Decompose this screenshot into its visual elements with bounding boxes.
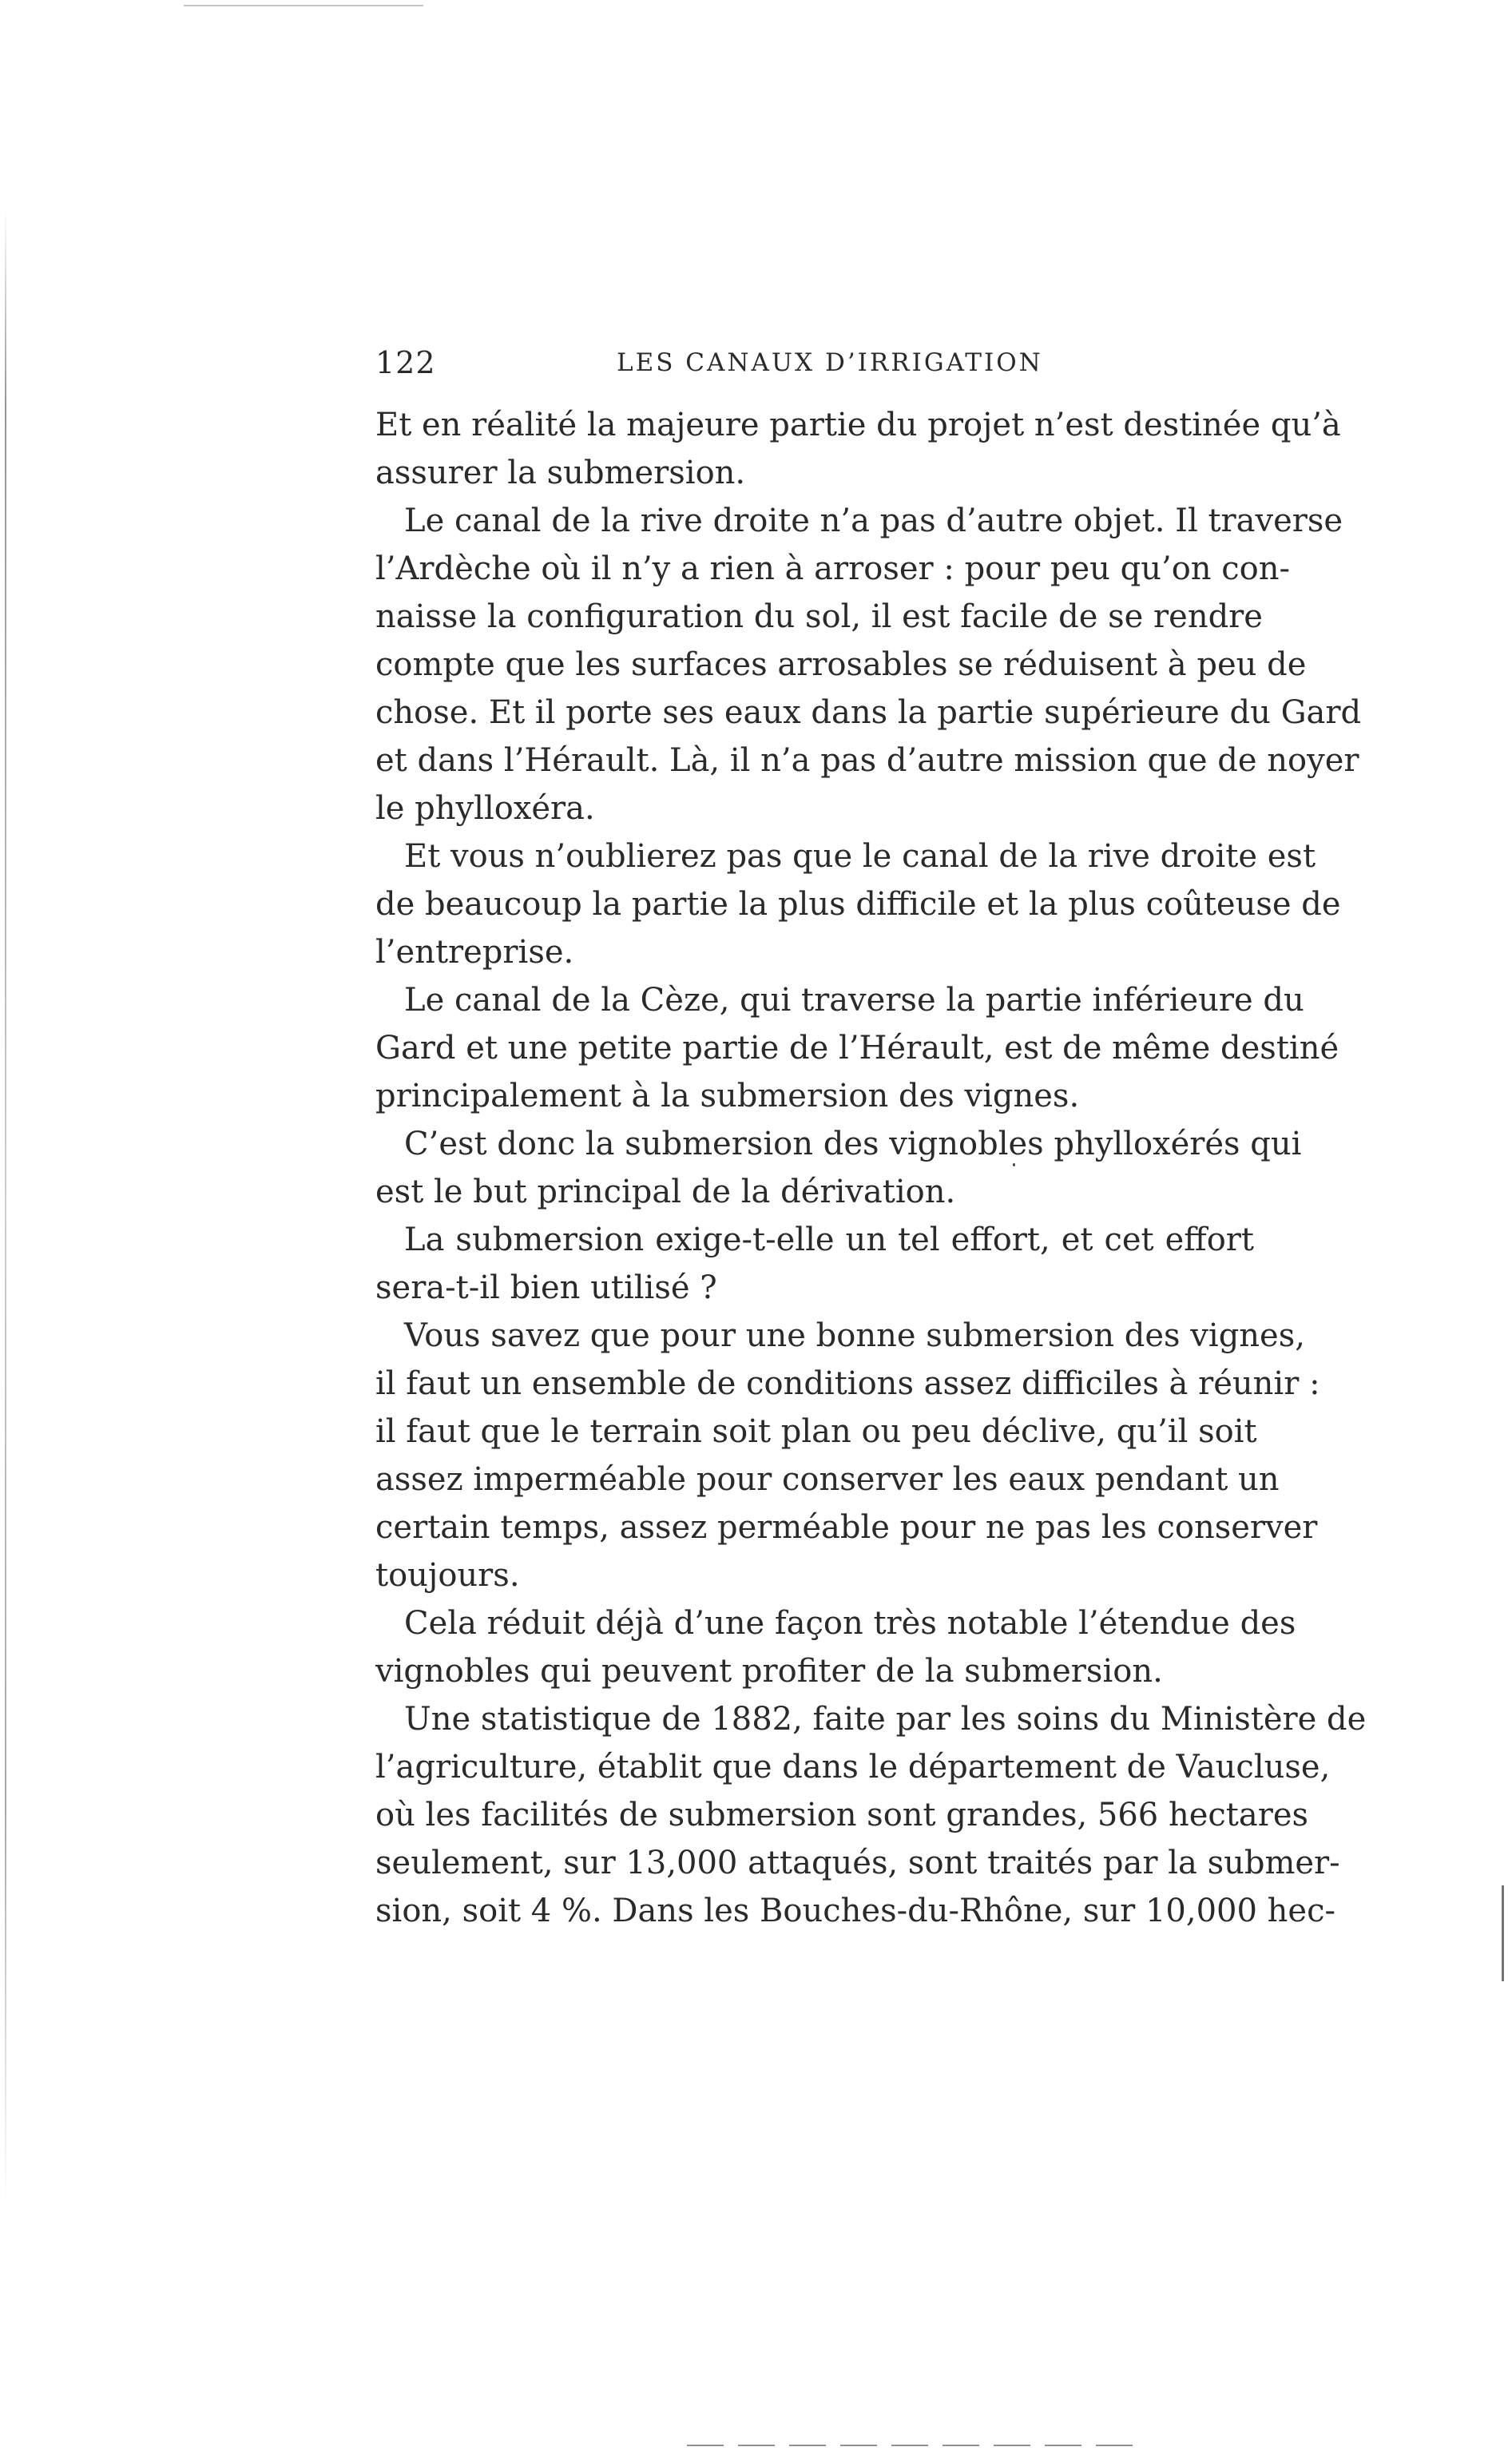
text-line: assez imperméable pour conserver les eaux pendant un	[375, 1461, 1280, 1498]
text-line: seulement, sur 13,000 attaqués, sont traités par la submer-	[375, 1845, 1340, 1881]
text-line: où les facilités de submersion sont grandes, 566 hectares	[375, 1797, 1309, 1833]
running-title: LES CANAUX D’IRRIGATION	[617, 348, 1043, 377]
text-line: et dans l’Hérault. Là, il n’a pas d’autre mission que de noyer	[375, 742, 1359, 779]
text-line: compte que les surfaces arrosables se réduisent à peu de	[375, 646, 1307, 683]
text-line: chose. Et il porte ses eaux dans la partie supérieure du Gard	[375, 694, 1362, 731]
text-line: Et en réalité la majeure partie du projet n’est destinée qu’à	[375, 407, 1341, 443]
text-line: sion, soit 4 %. Dans les Bouches-du-Rhône, sur 10,000 hec-	[375, 1893, 1335, 1929]
scan-edge-right	[1502, 1885, 1504, 1981]
text-line: il faut un ensemble de conditions assez difficiles à réunir :	[375, 1365, 1320, 1402]
scan-edge-left	[5, 208, 6, 2205]
text-line: Gard et une petite partie de l’Hérault, est de même destiné	[375, 1030, 1339, 1067]
text-line: sera-t-il bien utilisé ?	[375, 1269, 717, 1306]
text-line: l’Ardèche où il n’y a rien à arroser : pour peu qu’on con-	[375, 550, 1291, 587]
text-line: Vous savez que pour une bonne submersion des vignes,	[404, 1317, 1305, 1354]
text-line: est le but principal de la dérivation.	[375, 1174, 956, 1210]
text-line: Et vous n’oublierez pas que le canal de la rive droite est	[404, 838, 1316, 875]
text-line: certain temps, assez perméable pour ne pas les conserver	[375, 1509, 1318, 1546]
text-line: La submersion exige-t-elle un tel effort, et cet effort	[404, 1222, 1254, 1258]
body-text	[375, 401, 1367, 1935]
text-line: vignobles qui peuvent profiter de la submersion.	[375, 1653, 1163, 1690]
text-line: l’agriculture, établit que dans le département de Vaucluse,	[375, 1749, 1331, 1786]
text-line: C’est donc la submersion des vignobles phylloxérés qui	[404, 1126, 1302, 1162]
scan-edge-top	[184, 5, 423, 6]
text-line: toujours.	[375, 1557, 520, 1594]
text-line: il faut que le terrain soit plan ou peu déclive, qu’il soit	[375, 1413, 1257, 1450]
page-number: 122	[375, 345, 436, 380]
text-line: l’entreprise.	[375, 934, 574, 971]
text-line: principalement à la submersion des vignes.	[375, 1078, 1080, 1114]
running-head	[375, 345, 1246, 393]
text-line: de beaucoup la partie la plus difficile et la plus coûteuse de	[375, 886, 1341, 923]
text-line: Le canal de la rive droite n’a pas d’autre objet. Il traverse	[404, 503, 1343, 539]
scan-edge-bottom	[687, 2445, 1134, 2446]
text-line: naisse la configuration du sol, il est facile de se rendre	[375, 598, 1263, 635]
text-line: Le canal de la Cèze, qui traverse la partie inférieure du	[404, 982, 1304, 1019]
text-line: Cela réduit déjà d’une façon très notable l’étendue des	[404, 1605, 1296, 1642]
text-line: le phylloxéra.	[375, 790, 595, 827]
text-line: assurer la submersion.	[375, 455, 746, 491]
text-line: Une statistique de 1882, faite par les soins du Ministère de	[404, 1701, 1367, 1738]
